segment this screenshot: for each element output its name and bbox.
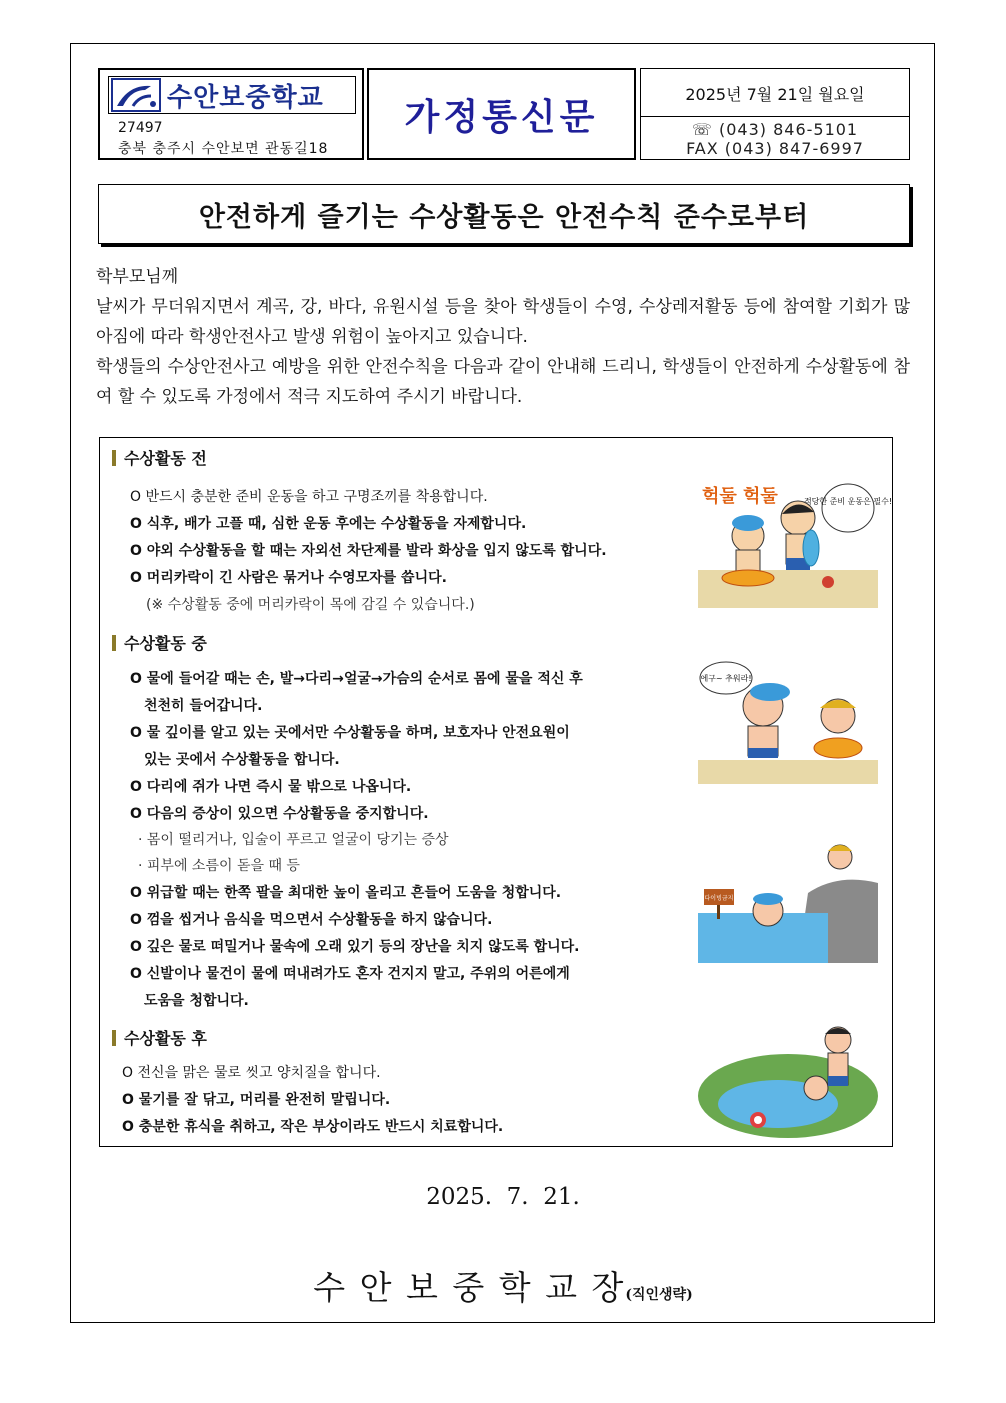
- section-bar: [112, 1030, 116, 1046]
- seal-omitted-note: (직인생략): [625, 1287, 693, 1303]
- section-bar: [112, 635, 116, 651]
- salutation: 학부모님께: [96, 267, 179, 287]
- doc-title-box: [367, 68, 636, 160]
- rule-item: O 충분한 휴식을 취하고, 작은 부상이라도 반드시 치료합니다.: [122, 1119, 504, 1135]
- fax-number: FAX (043) 847-6997: [686, 139, 864, 158]
- school-logo-icon: [111, 78, 161, 112]
- cold-illustration: [698, 656, 878, 784]
- symptom-item: · 피부에 소름이 돋을 때 등: [138, 858, 300, 874]
- rule-item-cont: 도움을 청합니다.: [144, 993, 249, 1009]
- no-diving-sign: 다이빙금지: [704, 895, 734, 902]
- headline: 안전하게 즐기는 수상활동은 안전수칙 준수로부터: [198, 201, 810, 233]
- footer-date: 2025. 7. 21.: [426, 1184, 580, 1210]
- signature-line: [0, 1262, 1006, 1309]
- speech-bubble-text: 적당한 준비 운동은 필수!: [803, 497, 893, 506]
- section-heading-during: 수상활동 중: [112, 631, 207, 654]
- rule-item: O 야외 수상활동을 할 때는 자외선 차단제를 발라 화상을 입지 않도록 합니다.: [130, 543, 607, 559]
- school-info-box: [98, 68, 364, 160]
- school-name: 수안보중학교: [167, 82, 324, 113]
- issue-date: 2025년 7월 21일 월요일: [685, 85, 865, 104]
- warmup-illustration: [698, 478, 893, 608]
- zip-code: 27497: [118, 120, 163, 136]
- doc-title: 가정통신문: [404, 96, 599, 138]
- letter-paragraph-1: 날씨가 무더워지면서 계곡, 강, 바다, 유원시설 등을 찾아 학생들이 수영, 수상레저활동 등에 참여할 기회가 많아짐에 따라 학생안전사고 발생 위험이 높아지고 있습니다.: [96, 297, 910, 347]
- section-heading-before: 수상활동 전: [112, 446, 207, 469]
- rule-item: O 반드시 충분한 준비 운동을 하고 구명조끼를 착용합니다.: [130, 489, 488, 505]
- rule-item-cont: 있는 곳에서 수상활동을 합니다.: [144, 752, 340, 768]
- rule-item: O 껌을 씹거나 음식을 먹으면서 수상활동을 하지 않습니다.: [130, 912, 493, 928]
- letter-body: [96, 262, 910, 412]
- section-heading-after: 수상활동 후: [112, 1026, 207, 1049]
- speech-bubble-text: 에구~ 추워라!: [700, 674, 752, 683]
- rule-item: O 다음의 증상이 있으면 수상활동을 중지합니다.: [130, 806, 429, 822]
- rule-item: O 전신을 맑은 물로 씻고 양치질을 합니다.: [122, 1065, 381, 1081]
- safety-rules-box: [99, 437, 893, 1147]
- headline-banner: [98, 184, 910, 244]
- letter-paragraph-2: 학생들의 수상안전사고 예방을 위한 안전수칙을 다음과 같이 안내해 드리니, 학생들이 안전하게 수상활동에 참여 할 수 있도록 가정에서 적극 지도하여 주시기 바랍니다.: [96, 357, 910, 407]
- section-bar: [112, 450, 116, 466]
- symptom-item: · 몸이 떨리거나, 입술이 푸르고 얼굴이 당기는 증상: [138, 832, 449, 848]
- rule-item: O 식후, 배가 고플 때, 심한 운동 후에는 수상활동을 자제합니다.: [130, 516, 527, 532]
- school-address: 충북 충주시 수안보면 관동길18: [118, 141, 329, 157]
- rule-item: O 신발이나 물건이 물에 떠내려가도 혼자 건지지 말고, 주위의 어른에게: [130, 966, 570, 982]
- contact-box: [640, 68, 910, 160]
- rule-item: O 물 깊이를 알고 있는 곳에서만 수상활동을 하며, 보호자나 안전요원이: [130, 725, 570, 741]
- stream-illustration: [698, 1016, 878, 1138]
- principal-signature: 수 안 보 중 학 교 장: [313, 1268, 626, 1307]
- rule-item: O 물에 들어갈 때는 손, 발→다리→얼굴→가슴의 순서로 몸에 물을 적신 후: [130, 671, 583, 687]
- diving-illustration: [698, 833, 878, 963]
- rule-item: O 다리에 쥐가 나면 즉시 물 밖으로 나옵니다.: [130, 779, 412, 795]
- divider: [641, 116, 909, 117]
- rule-item: O 물기를 잘 닦고, 머리를 완전히 말립니다.: [122, 1092, 391, 1108]
- school-logo-row: [108, 76, 356, 114]
- rule-note: (※ 수상활동 중에 머리카락이 목에 감길 수 있습니다.): [146, 597, 475, 613]
- rule-item: O 위급할 때는 한쪽 팔을 최대한 높이 올리고 흔들어 도움을 청합니다.: [130, 885, 562, 901]
- rule-item: O 깊은 물로 떠밀거나 물속에 오래 있기 등의 장난을 치지 않도록 합니다.: [130, 939, 580, 955]
- phone-number: ☏ (043) 846-5101: [691, 120, 859, 139]
- rule-item-cont: 천천히 들어갑니다.: [144, 698, 263, 714]
- shout-text: 헉둘 헉둘: [702, 486, 778, 507]
- rule-item: O 머리카락이 긴 사람은 묶거나 수영모자를 씁니다.: [130, 570, 447, 586]
